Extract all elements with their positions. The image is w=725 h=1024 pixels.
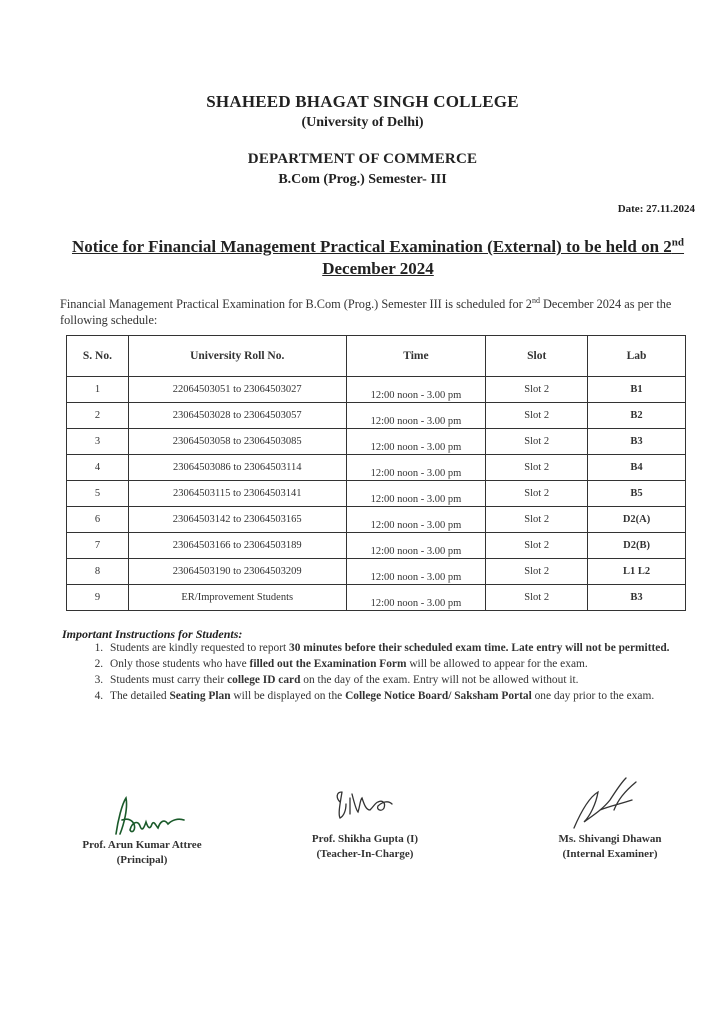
cell-sno: 9	[67, 585, 129, 611]
title-text-1: Notice for Financial Management Practical Examination (External) to be held on 2	[71, 237, 672, 256]
instruction-text: on the day of the exam. Entry will not be allowed without it.	[300, 674, 579, 686]
cell-roll-no: 23064503028 to 23064503057	[128, 403, 346, 429]
instruction-text: Students must carry their	[110, 674, 228, 686]
table-row	[67, 507, 686, 533]
instruction-item	[106, 672, 725, 688]
instruction-text: Students are kindly requested to report	[110, 642, 290, 654]
cell-roll-no: 23064503058 to 23064503085	[128, 429, 346, 455]
cell-sno: 5	[67, 481, 129, 507]
cell-lab: B5	[588, 481, 686, 507]
signatory-role: (Principal)	[116, 854, 168, 866]
header-sno: S. No.	[67, 336, 129, 377]
intro-text-1: Financial Management Practical Examination for B.Com (Prog.) Semester III is scheduled for 2	[60, 297, 532, 312]
instruction-text: Only those students who have	[110, 658, 250, 670]
table-row	[67, 533, 686, 559]
cell-slot: Slot 2	[486, 533, 588, 559]
instructions-list	[62, 640, 725, 704]
cell-roll-no: 22064503051 to 23064503027	[128, 377, 346, 403]
cell-time: 12:00 noon - 3.00 pm	[346, 559, 486, 585]
intro-superscript: nd	[531, 296, 540, 305]
instruction-item	[106, 688, 725, 704]
table-header-row	[67, 336, 686, 377]
handwritten-signature	[290, 780, 440, 832]
college-name: SHAHEED BHAGAT SINGH COLLEGE	[206, 92, 519, 111]
instruction-emphasis: College Notice Board/ Saksham Portal	[345, 690, 532, 702]
cell-slot: Slot 2	[486, 585, 588, 611]
cell-lab: B3	[588, 585, 686, 611]
header-lab: Lab	[588, 336, 686, 377]
cell-lab: D2(B)	[588, 533, 686, 559]
signatory-name: Prof. Arun Kumar Attree	[82, 839, 202, 851]
cell-slot: Slot 2	[486, 429, 588, 455]
cell-time: 12:00 noon - 3.00 pm	[346, 481, 486, 507]
intro-paragraph	[60, 293, 688, 328]
signatory-name: Ms. Shivangi Dhawan	[558, 833, 662, 845]
cell-slot: Slot 2	[486, 403, 588, 429]
cell-sno: 3	[67, 429, 129, 455]
signature-block-teacher-in-charge	[290, 780, 440, 862]
notice-date: Date: 27.11.2024	[617, 203, 695, 215]
signatory-role: (Internal Examiner)	[562, 848, 658, 860]
department-name: DEPARTMENT OF COMMERCE	[247, 151, 478, 167]
cell-roll-no: 23064503086 to 23064503114	[128, 455, 346, 481]
cell-roll-no: ER/Improvement Students	[128, 585, 346, 611]
cell-lab: B2	[588, 403, 686, 429]
university-name: (University of Delhi)	[301, 115, 424, 130]
cell-sno: 4	[67, 455, 129, 481]
cell-lab: B1	[588, 377, 686, 403]
program-semester: B.Com (Prog.) Semester- III	[278, 172, 447, 187]
cell-roll-no: 23064503166 to 23064503189	[128, 533, 346, 559]
instruction-emphasis: 30 minutes before their scheduled exam time. Late entry will not be permitted.	[289, 642, 670, 654]
title-superscript: nd	[671, 236, 685, 249]
instruction-emphasis: filled out the Examination Form	[249, 658, 407, 670]
signature-block-principal	[72, 790, 212, 868]
table-row	[67, 455, 686, 481]
signatory-name: Prof. Shikha Gupta (I)	[311, 833, 419, 845]
cell-lab: L1 L2	[588, 559, 686, 585]
cell-roll-no: 23064503115 to 23064503141	[128, 481, 346, 507]
cell-roll-no: 23064503142 to 23064503165	[128, 507, 346, 533]
cell-time: 12:00 noon - 3.00 pm	[346, 533, 486, 559]
table-row	[67, 559, 686, 585]
cell-slot: Slot 2	[486, 455, 588, 481]
handwritten-signature	[540, 770, 680, 832]
cell-slot: Slot 2	[486, 559, 588, 585]
cell-slot: Slot 2	[486, 481, 588, 507]
table-row	[67, 481, 686, 507]
cell-time: 12:00 noon - 3.00 pm	[346, 403, 486, 429]
cell-slot: Slot 2	[486, 377, 588, 403]
table-row	[67, 429, 686, 455]
signature-block-internal-examiner	[540, 770, 680, 862]
header-slot: Slot	[486, 336, 588, 377]
header-time: Time	[346, 336, 486, 377]
signatory-role: (Teacher-In-Charge)	[316, 848, 414, 860]
instruction-text: The detailed	[110, 690, 170, 702]
instruction-item	[106, 656, 725, 672]
cell-sno: 8	[67, 559, 129, 585]
cell-sno: 6	[67, 507, 129, 533]
cell-time: 12:00 noon - 3.00 pm	[346, 585, 486, 611]
instructions-heading: Important Instructions for Students:	[62, 627, 243, 641]
cell-time: 12:00 noon - 3.00 pm	[346, 429, 486, 455]
schedule-table	[66, 335, 686, 611]
instruction-emphasis: college ID card	[227, 674, 301, 686]
instruction-text: one day prior to the exam.	[531, 690, 655, 702]
cell-lab: D2(A)	[588, 507, 686, 533]
cell-time: 12:00 noon - 3.00 pm	[346, 455, 486, 481]
cell-time: 12:00 noon - 3.00 pm	[346, 507, 486, 533]
cell-time: 12:00 noon - 3.00 pm	[346, 377, 486, 403]
notice-title	[68, 236, 688, 280]
table-row	[67, 377, 686, 403]
header-roll-no: University Roll No.	[128, 336, 346, 377]
table-row	[67, 585, 686, 611]
instruction-item	[106, 640, 725, 656]
title-text-2: December 2024	[322, 259, 434, 278]
cell-sno: 1	[67, 377, 129, 403]
handwritten-signature	[72, 790, 212, 838]
cell-sno: 2	[67, 403, 129, 429]
cell-sno: 7	[67, 533, 129, 559]
instruction-text: will be allowed to appear for the exam.	[406, 658, 588, 670]
instruction-text: will be displayed on the	[230, 690, 346, 702]
cell-lab: B4	[588, 455, 686, 481]
instruction-emphasis: Seating Plan	[169, 690, 231, 702]
cell-slot: Slot 2	[486, 507, 588, 533]
table-row	[67, 403, 686, 429]
cell-lab: B3	[588, 429, 686, 455]
cell-roll-no: 23064503190 to 23064503209	[128, 559, 346, 585]
intro-text-2: December 2024 as per the following schedule:	[60, 297, 672, 328]
